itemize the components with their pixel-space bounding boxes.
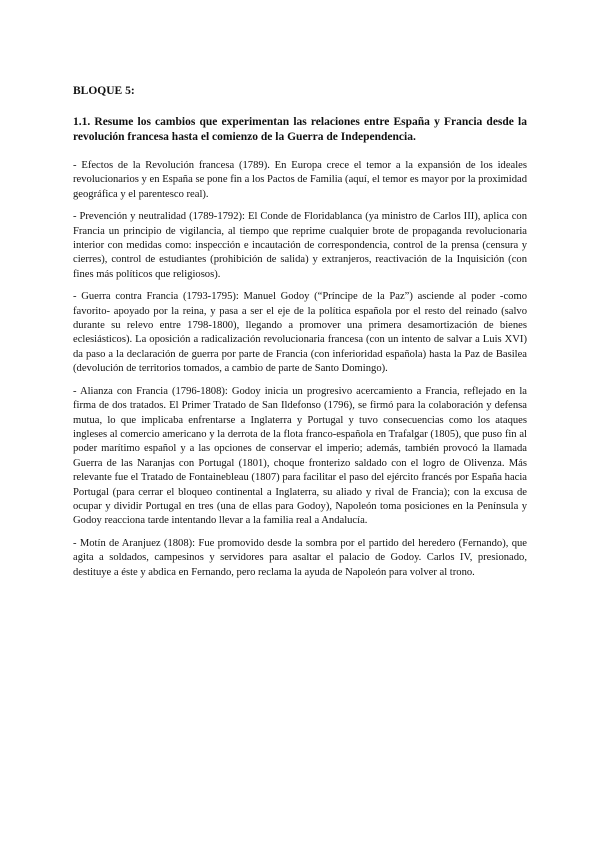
paragraph-revolucion-francesa: - Efectos de la Revolución francesa (1789). En Europa crece el temor a la expansión de los ideales revolucionarios y en España se pone fin a los Pactos de Familia (aquí, el temor es mayor por la proximidad geográfica y el parentesco real). (73, 160, 527, 200)
question-title: 1.1. Resume los cambios que experimentan las relaciones entre España y Francia desde la revolución francesa hasta el comienzo de la Guerra de Independencia. (73, 116, 527, 143)
paragraph-motin-aranjuez: - Motín de Aranjuez (1808): Fue promovido desde la sombra por el partido del heredero (Fernando), que agita a soldados, campesinos y servidores para asaltar el palacio de Godoy. Carlos IV, presionado, destituye a éste y abdica en Fernando, pero reclama la ayuda de Napoleón para volver al trono. (73, 537, 527, 578)
section-heading: BLOQUE 5: (73, 85, 135, 97)
paragraph-prevencion-neutralidad: - Prevención y neutralidad (1789-1792): El Conde de Floridablanca (ya ministro de Carlos III), aplica con Francia un principio de vigilancia, al tiempo que reprime cualquier brote de propaganda revolucionaria interior con medidas como: inspección e incautación de correspondencia, control de la prensa (censura y cierres), control de estudiantes (prohibición de salida) y extranjeros, reactivación de la Inquisición (con fines más políticos que religiosos). (73, 211, 527, 280)
paragraph-alianza-con-francia: - Alianza con Francia (1796-1808): Godoy inicia un progresivo acercamiento a Francia, reflejado en la firma de dos tratados. El Primer Tratado de San Ildefonso (1796), se firmó para la colaboración y defensa mutua, lo que implicaba enfrentarse a Inglaterra y Portugal y tuvo consecuencias como los ataques ingleses al comercio americano y la derrota de la flota franco-española en Trafalgar (1805), que puso fin al poder marítimo español y a las opciones de conservar el imperio; además, también provocó la llamada Guerra de las Naranjas con Portugal (1801), choque fronterizo saldado con el logro de Olivenza. Más relevante fue el Tratado de Fontainebleau (1807) para facilitar el paso del ejército francés por España hacia Portugal (para cerrar el bloqueo continental a Inglaterra, su aliado y rival de Francia); con la excusa de ocupar y dividir Portugal en tres (una de ellas para Godoy), Napoleón toma posiciones en la Península y Godoy reacciona tarde intentando llevar a la familia real a Andalucía. (73, 385, 527, 527)
document-page (73, 84, 527, 588)
paragraph-guerra-contra-francia: - Guerra contra Francia (1793-1795): Manuel Godoy (“Príncipe de la Paz”) asciende al poder -como favorito- apoyado por la reina, y pasa a ser el eje de la política española por el resto del reinado (salvo durante su relevo entre 1798-1800), llegando a promover una primera desamortización de bienes eclesiásticos). La oposición a radicalización revolucionaria francesa (con un intento de salvar a Luis XVI) da paso a la declaración de guerra por parte de Francia (con inferioridad española) hasta la Paz de Basilea (devolución de territorios tomados, a cambio de parte de Santo Domingo). (73, 291, 527, 375)
